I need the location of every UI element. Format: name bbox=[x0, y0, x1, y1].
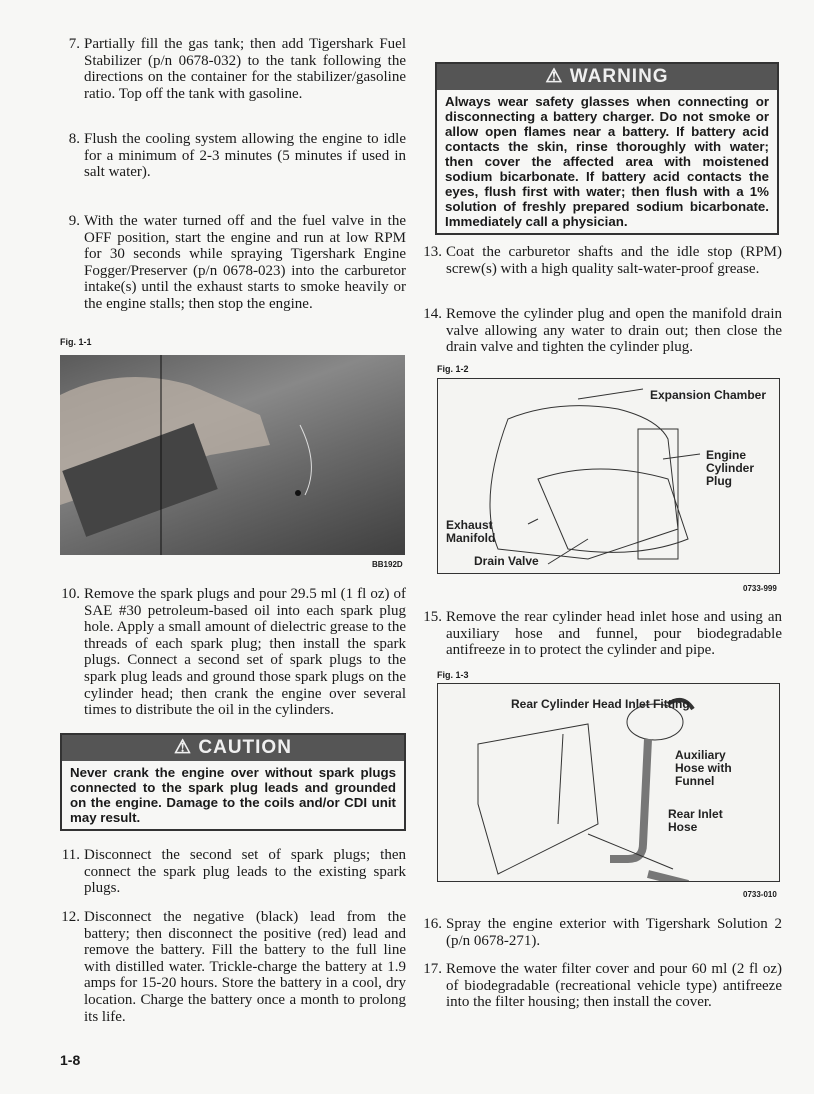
callout-rear-inlet-hose: Rear Inlet Hose bbox=[668, 807, 723, 834]
warning-box: ⚠ WARNING Always wear safety glasses when connecting or disconnecting a battery charger. Do not smoke or allow open flames near a battery. If battery acid contacts the skin, rinse thoroughly with water; then cover the affected area with moistened sodium bicarbonate. If battery acid contacts the eyes, flush first with water; then flush with a 1% solution of freshly prepared sodium bicarbonate. Immediately call a physician. bbox=[435, 62, 779, 235]
step-7: 7. Partially fill the gas tank; then add Tigershark Fuel Stabilizer (p/n 0678-032) to the tank following the directions on the container for the stabilizer/gasoline ratio. Top off the tank with gasoline. bbox=[68, 36, 406, 102]
callout-auxiliary-hose-with-funnel: Auxiliary Hose with Funnel bbox=[675, 748, 732, 788]
callout-rear-cylinder-head-inlet-fitting: Rear Cylinder Head Inlet Fitting bbox=[511, 697, 690, 711]
step-12: 12. Disconnect the negative (black) lead from the battery; then disconnect the positive (red) lead and remove the battery. Fill the battery to the full line with distilled water. Trickle-charge the battery at 1.9 amps for 15-20 hours. Store the battery in a cool, dry location. Charge the battery once a month to prolong its life. bbox=[61, 909, 406, 1025]
fig-1-2-diagram bbox=[437, 378, 780, 574]
step-16: 16. Spray the engine exterior with Tigershark Solution 2 (p/n 0678-271). bbox=[423, 916, 782, 949]
fig-1-3-label: Fig. 1-3 bbox=[437, 670, 469, 680]
fogger-spray-photo bbox=[60, 355, 405, 555]
caution-box: ⚠ CAUTION Never crank the engine over without spark plugs connected to the spark plug leads and grounded on the engine. Damage to the coils and/or CDI unit may result. bbox=[60, 733, 406, 831]
step-17: 17. Remove the water filter cover and pour 60 ml (2 fl oz) of biodegradable (recreational vehicle type) antifreeze into the filter housing; then install the cover. bbox=[423, 961, 782, 1011]
step-14: 14. Remove the cylinder plug and open the manifold drain valve allowing any water to drain out; then close the drain valve and tighten the cylinder plug. bbox=[423, 306, 782, 356]
step-13: 13. Coat the carburetor shafts and the idle stop (RPM) screw(s) with a high quality salt-water-proof grease. bbox=[423, 244, 782, 277]
fig-1-3-code: 0733-010 bbox=[743, 890, 777, 899]
step-8: 8. Flush the cooling system allowing the engine to idle for a minimum of 2-3 minutes (5 minutes if used in salt water). bbox=[68, 131, 406, 181]
fig-1-2-label: Fig. 1-2 bbox=[437, 364, 469, 374]
fig-1-1-label: Fig. 1-1 bbox=[60, 337, 92, 347]
warning-triangle-icon: ⚠ bbox=[174, 737, 193, 758]
step-15: 15. Remove the rear cylinder head inlet hose and using an auxiliary hose and funnel, pour biodegradable antifreeze in to protect the cylinder and pipe. bbox=[423, 609, 782, 659]
warning-header: ⚠ WARNING bbox=[437, 64, 777, 90]
page-number: 1-8 bbox=[60, 1052, 81, 1068]
fig-1-3-diagram bbox=[437, 683, 780, 882]
callout-exhaust-manifold: Exhaust Manifold bbox=[446, 518, 496, 545]
step-9: 9. With the water turned off and the fuel valve in the OFF position, start the engine and run at low RPM for 30 seconds while spraying Tigershark Engine Fogger/Preserver (p/n 0678-023) into the carburetor intake(s) until the exhaust starts to smoke heavily or the engine stalls; then stop the engine. bbox=[68, 213, 406, 312]
step-10: 10. Remove the spark plugs and pour 29.5 ml (1 fl oz) of SAE #30 petroleum-based oil into each spark plug hole. Apply a small amount of dielectric grease to the threads of each spark plug; then install the spark plugs. Connect a second set of spark plugs to the spark plug leads and ground those spark plugs on the cylinder head; then crank the engine over several times to distribute the oil in the cylinders. bbox=[61, 586, 406, 719]
callout-expansion-chamber: Expansion Chamber bbox=[650, 388, 767, 402]
photo-illustration bbox=[60, 355, 405, 555]
callout-engine-cylinder-plug: Engine Cylinder Plug bbox=[706, 448, 755, 488]
step-11: 11. Disconnect the second set of spark plugs; then connect the spark plug leads to the existing spark plugs. bbox=[61, 847, 406, 897]
fig-1-1-code: BB192D bbox=[372, 560, 403, 569]
warning-triangle-icon: ⚠ bbox=[545, 66, 564, 87]
fig-1-2-code: 0733-999 bbox=[743, 584, 777, 593]
caution-header: ⚠ CAUTION bbox=[62, 735, 404, 761]
callout-drain-valve: Drain Valve bbox=[474, 554, 539, 568]
